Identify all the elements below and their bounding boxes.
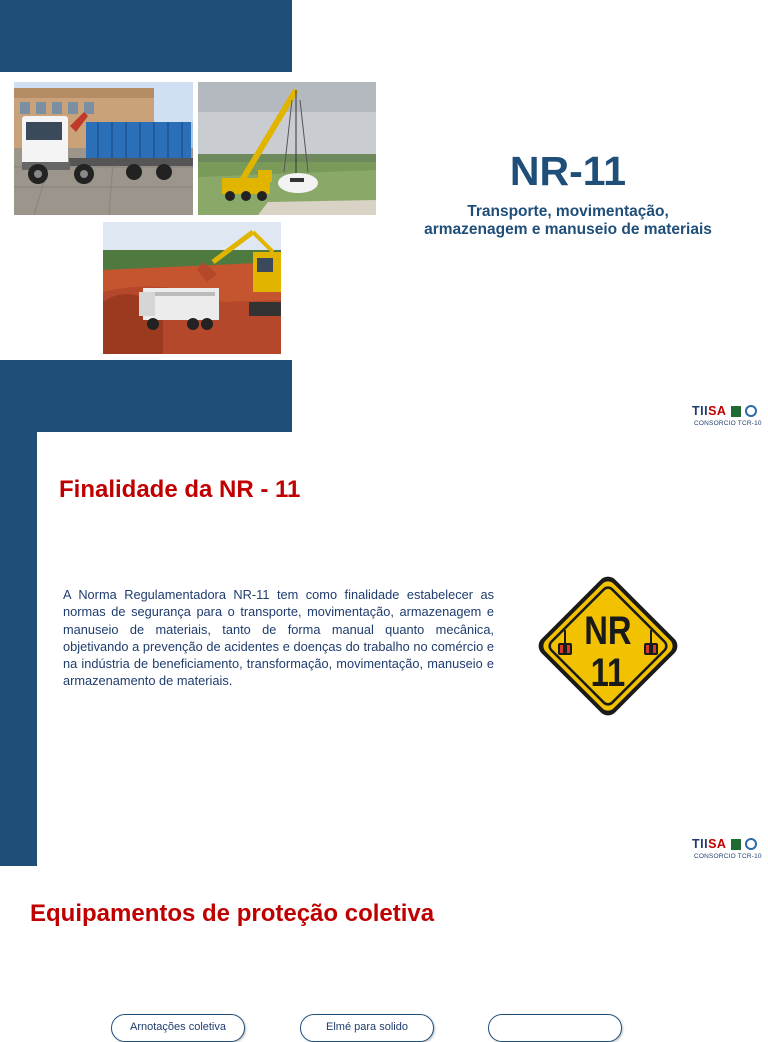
nr11-warning-sign-icon (528, 566, 688, 726)
logo-subtitle: CONSORCIO TCR-10 (694, 853, 762, 860)
logo-mark (692, 403, 757, 419)
excavator-truck-photo (103, 222, 281, 354)
sign-text-11: 11 (590, 649, 626, 695)
mobile-crane-photo (198, 82, 376, 215)
logo-brand-text: TIISA (692, 837, 727, 851)
company-logo (692, 403, 768, 433)
sign-text-nr: NR (584, 607, 632, 653)
epc-item-pill[interactable] (488, 1014, 622, 1042)
epc-item-pill[interactable]: Elmé para solido (300, 1014, 434, 1042)
slide-title (0, 0, 768, 432)
logo-green-square-icon (731, 839, 741, 850)
subtitle-line-1: Transporte, movimentação, (467, 203, 669, 220)
subtitle-line-2: armazenagem e manuseio de materiais (424, 221, 712, 238)
left-blue-band (0, 432, 37, 866)
section-heading: Equipamentos de proteção coletiva (30, 900, 435, 927)
logo-subtitle: CONSORCIO TCR-10 (694, 420, 762, 427)
logo-brand-text: TIISA (692, 404, 727, 418)
logo-circle-icon (745, 838, 757, 850)
section-heading: Finalidade da NR - 11 (59, 476, 301, 503)
logo-circle-icon (745, 405, 757, 417)
page-title: NR-11 (509, 148, 627, 194)
logo-green-square-icon (731, 406, 741, 417)
logo-mark (692, 836, 757, 852)
company-logo (692, 836, 768, 866)
page-subtitle (388, 203, 748, 239)
body-paragraph: A Norma Regulamentadora NR-11 tem como finalidade estabelecer as normas de segurança para o transporte, movimentação, armazenagem e manuseio de materiais, tanto de forma manual quanto mecânica, objetivando a prevenção de acidentes e doenças do trabalho no comércio e na indústria de beneficiamento, transformação, movimentação, manuseio e armazenamento de materiais. (63, 587, 494, 689)
truck-crane-photo (14, 82, 193, 215)
bottom-blue-band (0, 360, 292, 432)
slide-finalidade (0, 432, 768, 866)
epc-item-pill[interactable]: Arnotações coletiva (111, 1014, 245, 1042)
top-blue-band (0, 0, 292, 72)
slide-epc (0, 866, 768, 1033)
